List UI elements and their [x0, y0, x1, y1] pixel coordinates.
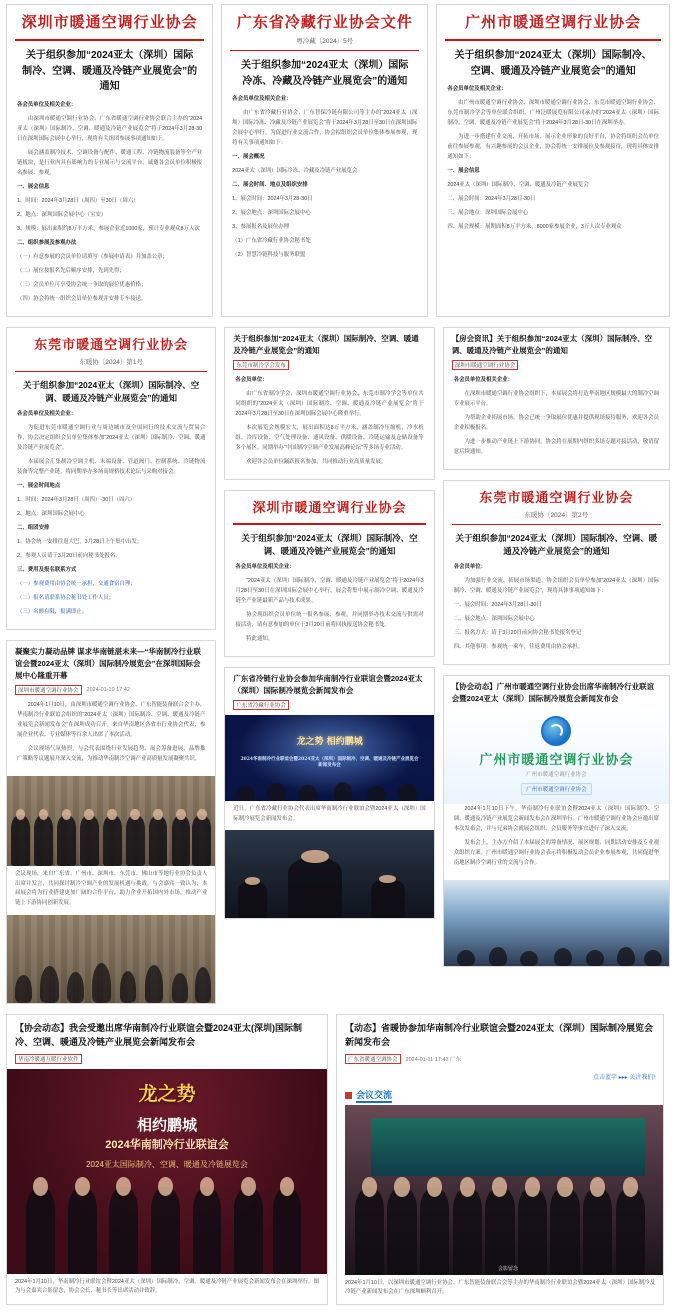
body-line: 各会员单位及相关企业： [232, 96, 292, 102]
body-line: 各会员单位： [453, 563, 487, 570]
body-line: 2024亚太（深圳）国际制冷、空调、暖通及冷链产业展览会 [447, 182, 589, 188]
doc-body-mid-top [225, 375, 433, 479]
follow-note [337, 1069, 663, 1084]
news-headline-n2: 广东省冷链行业协会参加华南制冷行业联谊会暨2024亚太（深圳）国际制冷展览会新闻发布会 [233, 673, 423, 695]
body-line: 三、费用及报名联系方式 [17, 566, 77, 573]
photo-caption-1: 会议现场，来自广东省、广州市、深圳市、东莞市、佛山市等地行业协会负责人出席并发言，共同探讨制冷空调产业的发展机遇与挑战。与会嘉宾一致认为，本届展会将为行业搭建更加广阔的合作平台，助力企业开拓国内外市场，推动产业链上下游协同创新发展。 [15, 870, 208, 906]
body-line: 各会员单位及相关企业： [17, 101, 77, 108]
column-right [443, 327, 670, 1004]
source-badge[interactable]: 深圳市暖通空调行业协会 [15, 685, 82, 695]
body-line: （四）协会将统一组织会员单位参观并安排专车接送。 [17, 295, 147, 302]
stage-sub-text: 2024华南制冷行业联谊会暨2024亚太（深圳）国际制冷、空调、暖通及冷链产业展览会新闻发布会 [240, 757, 419, 769]
news-card-n5 [336, 1014, 664, 1305]
body-line: 一、展会信息 [447, 168, 480, 174]
square-marker-icon [345, 1092, 352, 1099]
body-line: 2024亚太（深圳）国际冷冻、冷藏及冷链产业展览会 [232, 168, 358, 174]
body-line: （一）有意参展的会员单位请填写《参展申请表》并加盖公章； [17, 253, 168, 260]
body-line: 各会员单位及相关企业： [17, 410, 77, 417]
org-title-shenzhen-2: 深圳市暖通空调行业协会 [252, 500, 407, 516]
doc-body-dongguan [7, 409, 215, 629]
photo-people [7, 810, 215, 866]
notice-card-guangzhou [436, 4, 670, 317]
news-body-n1 [7, 700, 215, 776]
stage-screen [371, 1118, 645, 1176]
body-line: 四、展会规模：展期面积8万平方米，8000家参展企业，3万人次专业观众 [447, 224, 622, 230]
doc-title-shenzhen: 关于组织参加“2024亚太（深圳）国际制冷、空调、暖通及冷链产业展览会”的通知 [22, 50, 198, 92]
photo-interview [225, 830, 433, 918]
body-line: 由深圳市暖通空调行业协会、广东省暖通空调行业协会联合主办的“2024亚太（深圳）国际制冷、空调、暖通及冷链产业展览会”将于2024年3月28-30日在深圳国际会展中心举行，现将有关组团参展事项通知如下。 [17, 115, 203, 142]
doc-body-shenzhen [7, 100, 212, 316]
news-source-n5 [337, 1054, 663, 1069]
news-card-n3 [443, 675, 670, 967]
body-line: 由广东省冷藏行业协会、广东智保冷链有限公司等主办的“2024亚太（深圳）国际冷冻、冷藏及冷链产业展览会”将于2024年3月28日至30日在深圳国际会展中心举行。为促进行业交流合作，协会拟组织会员单位集体参展参观，现将有关事项通知如下： [232, 110, 418, 146]
body-line: 协会现组织会员单位统一报名参展、参观，并同期举办技术交流与供需对接活动，请有意参加的单位于3月20日前将回执报送协会秘书处。 [235, 611, 424, 628]
doc-title-dongguan: 关于组织参加“2024亚太（深圳）国际制冷、空调、暖通及冷链产业展览会”的通知 [23, 379, 200, 403]
news-date: 2024-01-10 17:42 [86, 686, 130, 693]
row-middle [6, 327, 670, 1004]
body-line: 1、时间：2024年3月28日（周四）-30日（周六） [17, 496, 136, 503]
org-title-shenzhen: 深圳市暖通空调行业协会 [21, 13, 198, 31]
body-line: 特此通知。 [246, 635, 274, 642]
photo-poster-group [7, 1069, 327, 1274]
photo-caption-2: 近日，广东省冷藏行业协会代表出席华南制冷行业联谊会暨2024亚太（深圳）国际制冷展览会新闻发布会。 [233, 805, 426, 822]
source-badge[interactable]: 华南冷暖通互暖行业软件 [15, 1054, 82, 1064]
source-badge[interactable]: 东莞市制冷学会发布 [233, 360, 289, 370]
body-line: 一、展会概况 [232, 154, 265, 160]
photo-caption-4: 2024年1月10日，华南制冷行业联谊会暨2024亚太（深圳）国际制冷、空调、暖通及冷链产业展览会新闻发布会在深圳举行。图为与会嘉宾合影留念，协会会长、秘书长等出席活动并致辞。 [15, 1278, 319, 1295]
row-top-notices [6, 4, 670, 317]
body-line: 2、地点：深圳国际会展中心 [17, 510, 85, 517]
doc-body-shenzhen-2 [225, 562, 433, 656]
body-line: 2024年1月10日下午，华南制冷行业联谊会暨2024亚太（深圳）国际制冷、空调、暖通及冷链产业展览会新闻发布会在深圳举行。广州市暖通空调行业协会应邀出席本次发布会，并与兄弟协会就展会组织、会员服务等事宜进行了深入交流。 [453, 805, 659, 832]
body-line: 欢迎各会员单位踊跃报名参加，共同推动行业高质量发展。 [246, 458, 387, 465]
news-headline-n5: 【动态】省暖协参加华南制冷行业联谊会暨2024亚太（深圳）国际制冷展览会新闻发布会 [345, 1022, 654, 1048]
photo-inner-caption: 会影留念 [497, 1265, 518, 1272]
divider [15, 39, 204, 41]
news-headline-n3: 【协会动态】广州市暖通空调行业协会出席华南制冷行业联谊会暨2024亚太（深圳）国际制冷展览会新闻发布会 [451, 681, 655, 703]
divider [230, 50, 419, 51]
assoc-name: 广州市暖通空调行业协会 [479, 752, 634, 768]
body-line: 一、展会时间：2024年3月28日-30日 [453, 601, 542, 608]
body-line: 3、参展报名及展位办理 [232, 224, 290, 230]
doc-body-fangchan [444, 375, 669, 469]
column-middle [224, 327, 434, 1004]
body-line: 四、其他事项：参观统一乘车，往返费用由协会承担。 [453, 643, 584, 650]
body-line: 各会员单位及相关企业： [453, 376, 513, 383]
body-line: 为促进东莞市暖通空调行业与周边城市及全国同行的技术交流与贸易合作，协会决定组织会员单位集体参加“2024亚太（深圳）国际制冷、空调、暖通及冷链产业展览会”。 [17, 424, 206, 451]
section-label-text: 会议交流 [356, 1088, 392, 1103]
source-badge[interactable]: 广州市暖通空调行业协会 [521, 783, 592, 795]
doc-body-guangzhou [437, 84, 669, 244]
news-card-n4 [6, 1014, 328, 1305]
photo-people [7, 1179, 327, 1273]
news-headline-n4: 【协会动态】我会受邀出席华南制冷行业联谊会暨2024亚太(深圳)国际制冷、空调、暖通及冷链产业展览会新闻发布会 [15, 1022, 303, 1048]
org-title-dongguan: 东莞市暖通空调行业协会 [34, 337, 189, 353]
doc-body-guangdong [222, 94, 427, 272]
divider [15, 371, 207, 372]
body-line: 二、展会地点：深圳国际会展中心 [453, 615, 535, 622]
divider [452, 524, 661, 525]
source-line-fangchan [444, 360, 669, 375]
org-title-dongguan-2: 东莞市暖通空调行业协会 [479, 490, 634, 506]
notice-card-mid-top [224, 327, 434, 480]
poster-event-subname: 2024亚太国际制冷、空调、暖通及冷链展览会 [86, 1159, 248, 1169]
body-line: 本届展会汇集制冷空调主机、末端设备、管道阀门、控制系统、冷链物流装备等完整产业链，将同期举办多场高规格技术论坛与采购对接会。 [17, 458, 206, 475]
photo-meeting-2 [7, 915, 215, 1003]
body-line: 由广东省制冷学会、深圳市暖通空调行业协会、东莞市制冷学会等单位共同组织的“2024亚太（深圳）国际制冷、空调、暖通及冷链产业展览会”将于2024年3月28日至30日在深圳国际会展中心隆重举行。 [235, 390, 424, 417]
body-line: 2、展会地点：深圳国际会展中心 [232, 210, 311, 216]
news-body-n3 [444, 804, 669, 880]
org-title-guangzhou: 广州市暖通空调行业协会 [465, 13, 642, 31]
photo-people [345, 1179, 664, 1274]
body-line: （2）智慧冷链科技与服务联盟 [232, 252, 306, 258]
news-card-n1 [6, 640, 216, 1004]
body-line: （一）参观费用由协会统一承担，交通食宿自理； [17, 580, 136, 587]
stage-main-text: 龙之势 相约鹏城 [296, 736, 363, 747]
body-line: 一、展会时间地点 [17, 482, 61, 489]
doc-title-mid-top: 关于组织参加“2024亚太（深圳）国际制冷、空调、暖通及冷链产业展览会”的通知 [233, 333, 419, 355]
photo-group-onstage [345, 1105, 664, 1275]
source-line-mid-top [225, 360, 433, 375]
doc-number-dongguan-2: 东暖协〔2024〕第2号 [524, 511, 589, 519]
body-line: 2、地点：深圳国际会展中心（宝安） [17, 211, 107, 218]
doc-title-dongguan-2: 关于组织参加“2024亚太（深圳）国际制冷、空调、暖通及冷链产业展览会”的通知 [455, 532, 658, 556]
body-line: 1、时间：2024年3月28日（周四）至30日（周六） [17, 197, 139, 204]
poster-event-name: 2024华南制冷行业联谊会 [105, 1139, 229, 1152]
news-source-n4 [7, 1054, 327, 1069]
body-line: 在深圳市暖通空调行业协会组织下，本届展会将打造华南地区规模最大的制冷空调专业展示平台。 [453, 390, 659, 407]
body-line: 为进一步推动产业链上下游协同，协会将在展期内组织多场专题对接活动，敬请留意后续通知。 [453, 438, 659, 455]
divider [233, 523, 425, 525]
news-headline-fangchan [444, 328, 669, 360]
doc-number-guangdong: 粤冷藏〔2024〕5号 [296, 38, 354, 45]
notice-card-dongguan [6, 327, 216, 630]
photo-exhibition-hall [444, 880, 669, 966]
tagline: 【房会资讯】 [451, 333, 497, 343]
body-line: 1、展会时间：2024年3月28-30日 [232, 196, 313, 202]
doc-title-guangzhou: 关于组织参加“2024亚太（深圳）国际制冷、空调、暖通及冷链产业展览会”的通知 [454, 50, 652, 77]
news-card-n2 [224, 667, 434, 919]
body-line: 发布会上，主办方介绍了本届展会的筹备情况、展区规划、同期活动安排及专业观众组织方案。广州市暖通空调行业协会表示将积极发动会员企业参展参观，共同促进华南地区制冷空调行业的交流与合作。 [453, 839, 659, 866]
photo-crowd [444, 940, 669, 966]
divider [445, 39, 661, 41]
body-line: 2、参观人员请于3月20日前向秘书处报名。 [17, 552, 121, 559]
body-line: （三）名额有限，报满即止。 [17, 608, 88, 615]
news-date: 2024-01-11 17:42 广东 [405, 1056, 462, 1063]
doc-title-shenzhen-2: 关于组织参加“2024亚太（深圳）国际制冷、空调、暖通及冷链产业展览会”的通知 [241, 532, 418, 556]
notice-card-dongguan-2 [443, 480, 670, 665]
body-line: 二、组织参展及参观办法 [17, 239, 77, 246]
source-badge[interactable]: 广东省暖通空调协会 [345, 1054, 401, 1064]
follow-note-text[interactable]: 点击蓝字 ▸▸▸ 关注我们! [592, 1074, 655, 1081]
body-line: （二）展位按报名先后顺序安排，先到先得； [17, 267, 125, 274]
photo-crowd [7, 952, 215, 1003]
body-line: 2024年1月10日，由深圳市暖通空调行业协会、广东智能装备联合会主办，华南制冷行业联谊会组织的“2024亚太（深圳）国际制冷、空调、暖通及冷链产业展览会新闻发布会”在深圳成功召开。来自华南地区各省市行业协会代表、参展企业代表、专业媒体等百余人出席了本次活动。 [17, 701, 206, 738]
photo-stage [225, 715, 433, 801]
body-line: 各会员单位及相关企业： [235, 563, 295, 570]
body-line: 二、展会时间、地点及组织安排 [232, 182, 308, 188]
body-line: 展会涵盖制冷技术、空调设备与配件、暖通工程、冷链物流装备等全产业链板块，是行业内具有影响力的专业展示与交流平台，诚邀各会员单位积极报名参展、参观。 [17, 149, 203, 176]
body-line: 为加强行业交流、拓展市场渠道，协会组织会员单位参加“2024亚太（深圳）国际制冷、空调、暖通及冷链产业展览会”，现将具体事项通知如下： [453, 577, 659, 594]
body-line: 各会员单位及相关企业： [447, 86, 507, 92]
body-line: 二、展会时间：2024年3月28日-30日 [447, 196, 536, 202]
notice-card-fangchan [443, 327, 670, 470]
poster-title-sub: 相约鹏城 [136, 1115, 197, 1134]
source-badge[interactable]: 深圳市暖通空调行业协会 [452, 360, 519, 370]
section-label-meeting [337, 1084, 400, 1105]
body-line: 1、协会统一安排往返大巴，3月28日上午集中出发； [17, 538, 143, 545]
body-line: 为进一步搭建行业交流、开拓市场、展示企业形象的良好平台，协会将组织会员单位前往参展参观，有兴趣参展的会员企业，协会将统一安排展位及参观接待，现将具体安排通知如下： [447, 134, 660, 160]
body-line: 三、报名方式：请于3月20日前向协会秘书处报名登记 [453, 629, 582, 636]
news-headline-n1: 凝聚实力凝动品牌 谋求华南链湛未来—“华南制冷行业联谊会暨2024亚太（深圳）国际制冷展览会”在深圳国际会展中心隆重开幕 [15, 646, 201, 680]
doc-number-dongguan: 东暖协〔2024〕第1号 [79, 358, 143, 366]
photo-people [225, 857, 433, 919]
photo-caption-5: 2024年1月10日，以深圳市暖通空调行业协会、广东智能装备联合会等主办的华南制冷行业联谊会暨2024亚太（深圳）国际制冷及冷链产业新闻发布会在广东深圳顺利召开。 [345, 1279, 655, 1296]
doc-body-dongguan-2 [444, 562, 669, 664]
assoc-subline: 广州市暖通空调行业协会 [526, 771, 587, 778]
notice-card-guangdong [221, 4, 428, 317]
news-source-n2 [225, 700, 433, 715]
body-line: 三、展会地点：深圳国际会展中心 [447, 210, 529, 216]
doc-title-guangdong: 关于组织参加“2024亚太（深圳）国际冷冻、冷藏及冷链产业展览会”的通知 [241, 60, 409, 87]
notice-card-shenzhen [6, 4, 213, 317]
row-bottom [6, 1014, 670, 1305]
body-line: “2024亚太（深圳）国际制冷、空调、暖通及冷链产业展览会”将于2024年3月28日至30日在深圳国际会展中心举行，展会将集中展示制冷空调、暖通及冷链全产业链最新产品与技术成果。 [235, 577, 424, 604]
photo-crowd [225, 772, 433, 801]
photo-meeting-1 [7, 776, 215, 866]
body-line: 由广州市暖通空调行业协会、深圳市暖通空调行业协会、东莞市暖通空调行业协会、东莞市制冷学会等单位联合组织，广州泛暖展览有限公司承办的“2024亚太（深圳）国际制冷、空调、暖通及冷链产业展览会”将于2024年3月28日-30日在深圳举办。 [447, 100, 660, 126]
association-logo-icon [541, 716, 571, 746]
body-line: 本次展览会规模宏大，展出面积达8万平方米，涵盖制冷压缩机、冷水机组、冷库设备、空气处理设备、通风设备、供暖设备、冷链运输及仓储设备等多个展区。同期举办“中国制冷空调产业发展高峰论坛”等多场专业活动。 [235, 424, 424, 451]
source-badge[interactable]: 广东省冷藏行业协会 [233, 700, 289, 710]
body-line: 为帮助企业拓展市场，协会已统一争取展位优惠并提供现场接待服务，欢迎各会员企业积极报名。 [453, 414, 659, 431]
assoc-banner [444, 708, 669, 804]
poster-title-main: 龙之势 [138, 1082, 196, 1105]
body-line: （1）广东省冷藏行业协会秘书处 [232, 238, 311, 244]
body-line: 3、规模：展出面积约8万平方米，参展企业近1000家，预计专业观众8万人次 [17, 225, 200, 232]
column-left [6, 327, 216, 1004]
body-line: 二、组团安排 [17, 524, 50, 531]
body-line: 一、展会信息 [17, 183, 50, 190]
body-line: 会议现场气氛热烈，与会代表围绕行业发展趋势、展会筹备进展、品牌推广策略等议题展开深入交流，为推动华南制冷空调产业高质量发展凝聚共识。 [17, 745, 206, 762]
notice-card-shenzhen-2 [224, 490, 434, 657]
body-line: （三）会员单位可享受协会统一争取的展位优惠价格； [17, 281, 147, 288]
doc-title-fangchan: 关于组织参加“2024亚太（深圳）国际制冷、空调、暖通及冷链产业展览会”的通知 [451, 333, 653, 355]
org-title-guangdong: 广东省冷藏行业协会文件 [236, 13, 413, 31]
news-source-n1 [7, 685, 215, 700]
body-line: 各会员单位： [235, 376, 268, 383]
body-line: （二）报名请联系协会秘书处工作人员； [17, 594, 115, 601]
